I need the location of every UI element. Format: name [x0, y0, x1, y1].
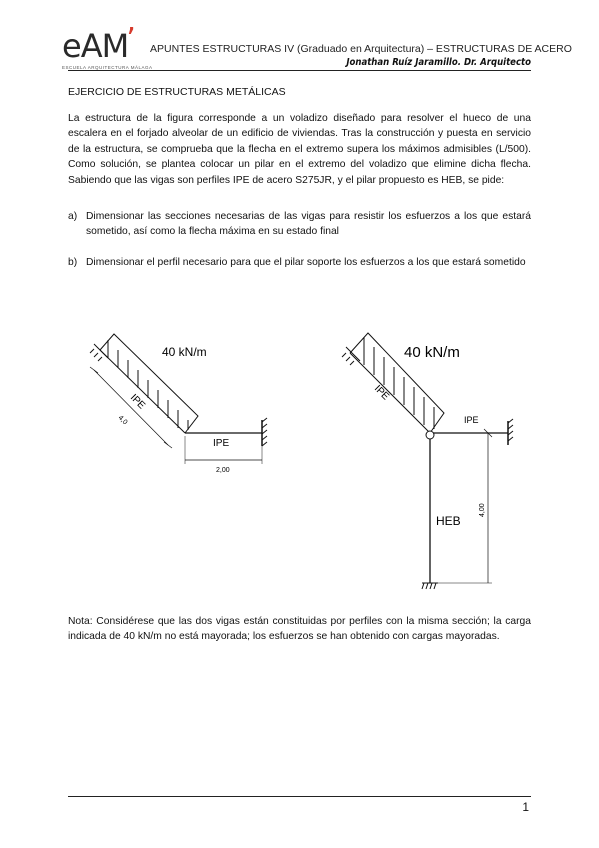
hatch-support-top: [90, 344, 108, 361]
hinge: [426, 431, 434, 439]
figure-cantilever: [80, 318, 290, 483]
hatch-support-top: [342, 347, 360, 365]
hatch-column-base: [422, 583, 438, 589]
load-label: 40 kN/m: [404, 344, 460, 361]
header-divider: [68, 70, 531, 71]
header-title: APUNTES ESTRUCTURAS IV (Graduado en Arquitectura) – ESTRUCTURAS DE ACERO: [150, 43, 572, 55]
logo-subtitle: ESCUELA ARQUITECTURA MÁLAGA: [62, 65, 153, 70]
column-label: HEB: [436, 514, 461, 528]
dimension-line-inclined: [94, 370, 168, 445]
list-item-text: Dimensionar el perfil necesario para que el pilar soporte los esfuerzos a los que estará sometido: [86, 257, 526, 268]
horizontal-length-label: 2,00: [216, 467, 230, 474]
figure-with-column: [340, 313, 520, 598]
logo-tick: ’: [126, 22, 135, 57]
exercise-paragraph: La estructura de la figura corresponde a un voladizo diseñado para resolver el hueco de una escalera en el forjado alveolar de un edificio de viviendas. Tras la construcción y puesta en servicio de la estructura, se comprueba que la flecha en el extremo supera los máximos admisibles (L/500). Como solución, se plantea colocar un pilar en el extremo del voladizo que elimine dicha flecha. Sabiendo que las vigas son perfiles IPE de acero S275JR, y el pilar propuesto es HEB, se pide:: [68, 113, 531, 186]
list-item-label: a): [68, 211, 78, 222]
logo-text: eAM: [62, 27, 129, 65]
exercise-title: EJERCICIO DE ESTRUCTURAS METÁLICAS: [68, 86, 286, 98]
list-item: [68, 255, 531, 270]
inclined-beam-label: IPE: [371, 383, 392, 403]
page-number: 1: [522, 800, 529, 814]
note-paragraph: Nota: Considérese que las dos vigas están constituidas por perfiles con la misma sección; la carga indicada de 40 kN/m no está mayorada; los esfuerzos se han obtenido con cargas mayoradas.: [68, 616, 531, 643]
inclined-length-label: 4,0: [116, 414, 129, 427]
inclined-beam-label: IPE: [127, 392, 148, 412]
horizontal-beam-label: IPE: [464, 415, 479, 425]
load-label: 40 kN/m: [162, 345, 207, 359]
list-item: [68, 209, 531, 240]
header-author: Jonathan Ruíz Jaramillo. Dr. Arquitecto: [346, 57, 531, 68]
list-item-label: b): [68, 257, 78, 268]
list-item-text: Dimensionar las secciones necesarias de las vigas para resistir los esfuerzos a los que estará sometido, así como la flecha máxima en su estado final: [86, 211, 531, 238]
logo: [62, 22, 153, 70]
horizontal-beam-label: IPE: [213, 438, 230, 449]
column-length-label: 4,00: [479, 503, 486, 517]
footer-divider: [68, 796, 531, 797]
